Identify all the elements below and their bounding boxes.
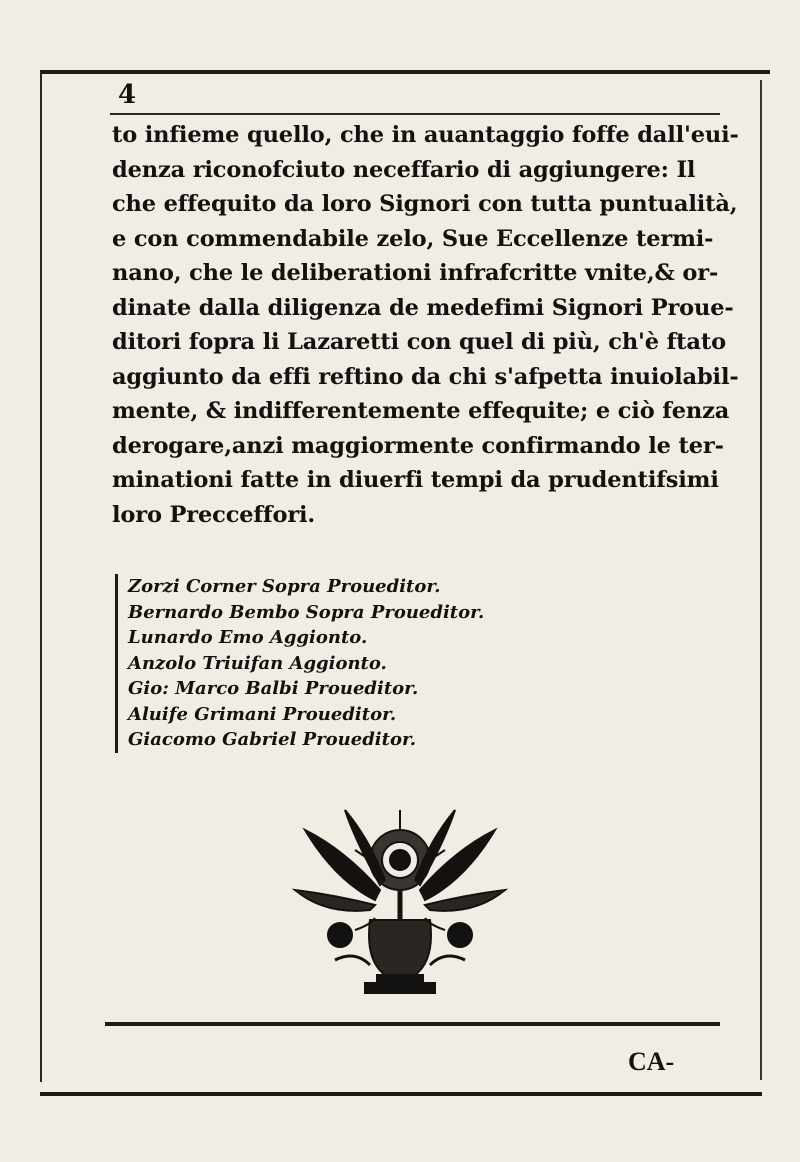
body-line: nano, che le deliberationi infrafcritte vnite,& or-: [112, 260, 719, 286]
body-line: aggiunto da effi reftino da chi s'afpetta inuiolabil-: [112, 363, 739, 390]
signatory: Zorzi Corner Sopra Proueditor.: [128, 576, 441, 597]
footer-rule: [105, 1022, 720, 1026]
body-line: derogare,anzi maggiormente confirmando le ter-: [112, 432, 724, 459]
body-line: loro Precceffori.: [112, 501, 316, 528]
signatory: Gio: Marco Balbi Proueditor.: [128, 678, 419, 699]
body-line: minationi fatte in diuerfi tempi da prudentifsimi: [112, 467, 719, 493]
signatory: Lunardo Emo Aggionto.: [128, 627, 368, 648]
right-border-rule: [760, 80, 762, 1080]
body-line: mente, & indifferentemente effequite; e ciò fenza: [112, 398, 730, 424]
signatory: Bernardo Bembo Sopra Proueditor.: [128, 601, 485, 623]
floral-ornament-icon: [285, 800, 515, 1000]
body-line: denza riconofciuto neceffario di aggiungere: Il: [112, 156, 696, 183]
body-line: ditori fopra li Lazaretti con quel di più, ch'è ftato: [112, 329, 726, 355]
bottom-border-rule: [40, 1092, 762, 1096]
body-line: che effequito da loro Signori con tutta puntualità,: [112, 191, 738, 217]
signatory-list: [115, 574, 648, 753]
signatory: Aluife Grimani Proueditor.: [128, 703, 397, 725]
body-line: e con commendabile zelo, Sue Eccellenze termi-: [112, 225, 714, 252]
page-number: 4: [118, 80, 137, 110]
signatory: Giacomo Gabriel Proueditor.: [128, 729, 417, 750]
body-line: to infieme quello, che in auantaggio foffe dall'eui-: [112, 122, 739, 148]
catchword: CA-: [628, 1047, 675, 1076]
body-paragraph: [112, 118, 739, 532]
header-rule: [110, 113, 720, 115]
signatory: Anzolo Triuifan Aggionto.: [128, 652, 387, 674]
body-line: dinate dalla diligenza de medefimi Signori Proue-: [112, 294, 734, 321]
